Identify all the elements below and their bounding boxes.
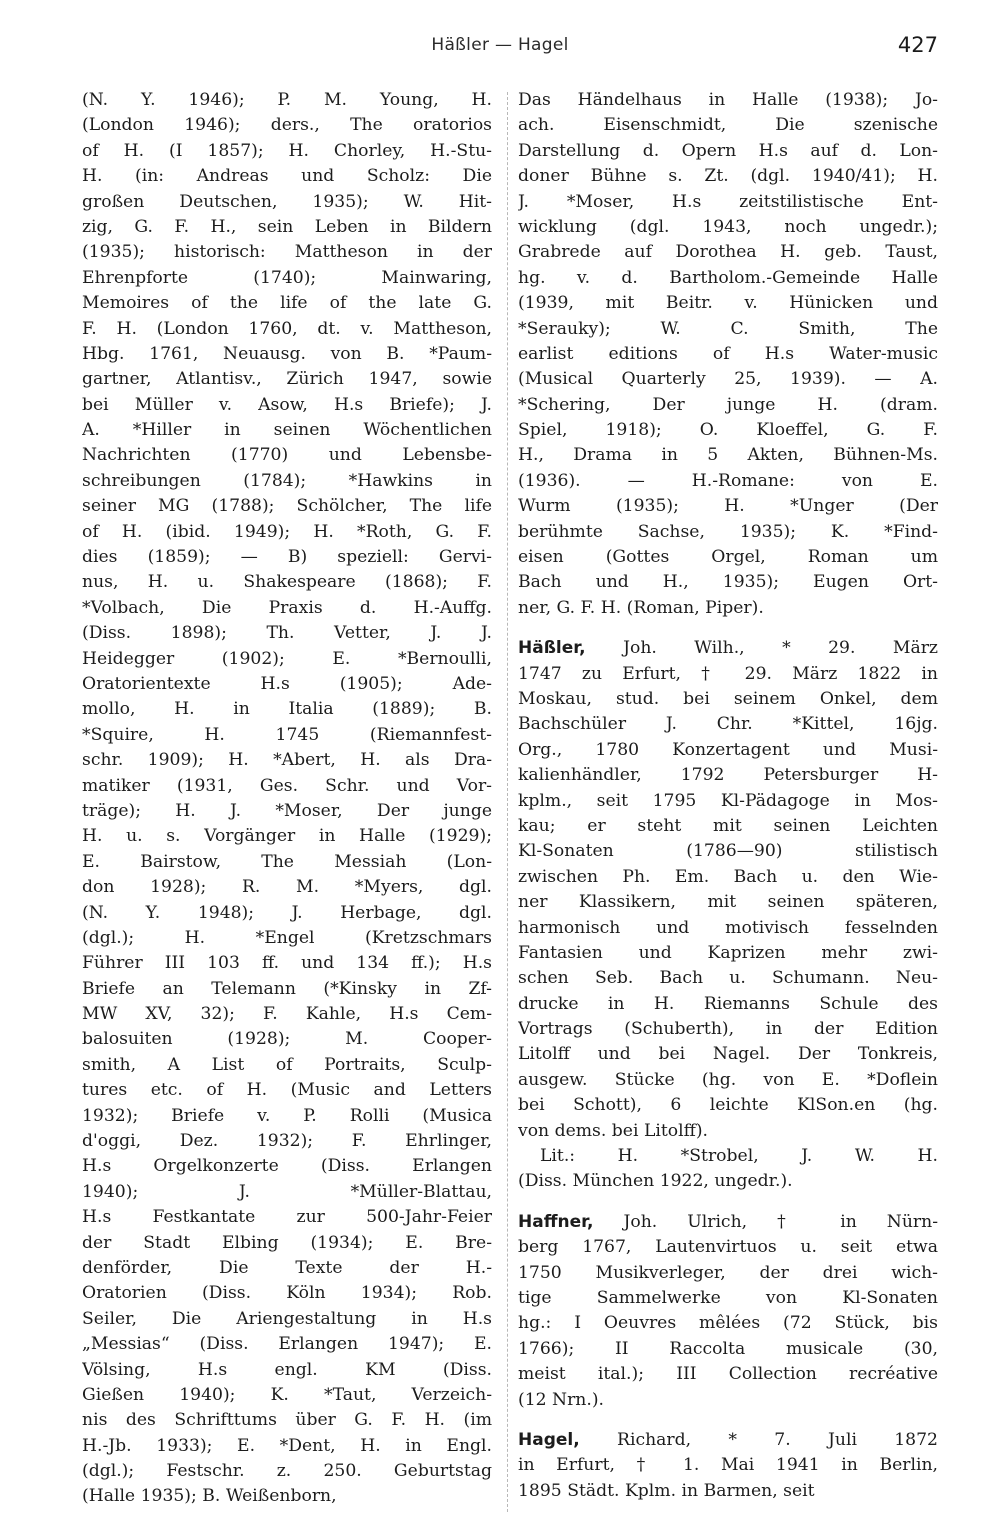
text-line: Hbg. 1761, Neuausg. von B. *Paum-: [82, 343, 492, 364]
text-line: mollo, H. in Italia (1889); B.: [82, 699, 492, 720]
text-line: Litolff und bei Nagel. Der Tonkreis,: [518, 1044, 938, 1065]
column-divider: [507, 92, 508, 1512]
text-line: Das Händelhaus in Halle (1938); Jo-: [518, 90, 938, 110]
text-line: hg. v. d. Bartholom.-Gemeinde Halle: [518, 267, 938, 288]
text-line: ausgew. Stücke (hg. von E. *Doflein: [518, 1069, 938, 1090]
text-line: bei Müller v. Asow, H.s Briefe); J.: [82, 394, 492, 415]
text-line: 1766); II Raccolta musicale (30,: [518, 1338, 938, 1359]
text-line: 1940); J. *Müller-Blattau,: [82, 1181, 492, 1202]
text-line: dies (1859); — B) speziell: Gervi-: [82, 547, 492, 568]
text-line: A. *Hiller in seinen Wöchentlichen: [82, 420, 492, 441]
text-line: Spiel, 1918); O. Kloeffel, G. F.: [518, 420, 938, 441]
text-line: (Halle 1935); B. Weißenborn,: [82, 1486, 337, 1507]
text-line: doner Bühne s. Zt. (dgl. 1940/41); H.: [518, 166, 938, 187]
text-line: (12 Nrn.).: [518, 1389, 604, 1410]
entry-gap: [518, 1195, 938, 1210]
text-line: schen Seb. Bach u. Schumann. Neu-: [518, 968, 938, 989]
text-line: don 1928); R. M. *Myers, dgl.: [82, 877, 492, 898]
text-line: Bach und H., 1935); Eugen Ort-: [518, 572, 938, 593]
entry-hassler: [518, 636, 938, 1195]
text-line: [518, 636, 938, 661]
text-line: eisen (Gottes Orgel, Roman um: [518, 547, 938, 568]
text-line: Heidegger (1902); E. *Bernoulli,: [82, 648, 492, 669]
text-line: tures etc. of H. (Music and Letters: [82, 1080, 492, 1101]
text-line: ach. Eisenschmidt, Die szenische: [518, 115, 938, 136]
text-line: Darstellung d. Opern H.s auf d. Lon-: [518, 140, 938, 161]
text-line: H.-Jb. 1933); E. *Dent, H. in Engl.: [82, 1435, 492, 1456]
text-line: zwischen Ph. Em. Bach u. den Wie-: [518, 866, 938, 887]
text-line: Moskau, stud. bei seinem Onkel, dem: [518, 688, 938, 709]
text-line: [518, 1210, 938, 1235]
text-line: gartner, Atlantisv., Zürich 1947, sowie: [82, 369, 492, 390]
text-line: kplm., seit 1795 Kl-Pädagoge in Mos-: [518, 790, 938, 811]
text-line: 1932); Briefe v. P. Rolli (Musica: [82, 1105, 492, 1126]
text-line: *Volbach, Die Praxis d. H.-Auffg.: [82, 597, 492, 618]
text-line: meist ital.); III Collection recréative: [518, 1364, 938, 1385]
text-line: Briefe an Telemann (*Kinsky in Zf-: [82, 978, 492, 999]
text-line: Kl-Sonaten (1786—90) stilistisch: [518, 841, 938, 862]
entry-line-text: Joh. Wilh., * 29. März: [623, 638, 938, 659]
text-line: (Diss. 1898); Th. Vetter, J. J.: [82, 623, 492, 644]
text-line: bei Schott), 6 leichte KlSon.en (hg.: [518, 1095, 938, 1116]
entry-line-text: Joh. Ulrich, † in Nürn-: [623, 1211, 938, 1232]
text-line: schreibungen (1784); *Hawkins in: [82, 470, 492, 491]
entry-haffner: [518, 1210, 938, 1413]
text-line: ner Klassikern, mit seinen späteren,: [518, 892, 938, 913]
text-line: (N. Y. 1946); P. M. Young, H.: [82, 90, 492, 110]
text-line: seiner MG (1788); Schölcher, The life: [82, 496, 492, 517]
text-line: Führer III 103 ff. und 134 ff.); H.s: [82, 953, 492, 974]
text-line: (1935); historisch: Mattheson in der: [82, 242, 492, 263]
text-line: *Serauky); W. C. Smith, The: [518, 318, 938, 339]
text-line: *Schering, Der junge H. (dram.: [518, 394, 938, 415]
entry-hagel: [518, 1428, 938, 1504]
running-head-title: Häßler — Hagel: [431, 35, 569, 55]
text-line: 1747 zu Erfurt, † 29. März 1822 in: [518, 663, 938, 684]
text-line: ner, G. F. H. (Roman, Piper).: [518, 597, 764, 618]
text-line: Grabrede auf Dorothea H. geb. Taust,: [518, 242, 938, 263]
text-line: zig, G. F. H., sein Leben in Bildern: [82, 216, 492, 237]
text-line: hg.: I Oeuvres mêlées (72 Stück, bis: [518, 1313, 938, 1334]
text-line: tige Sammelwerke von Kl-Sonaten: [518, 1287, 938, 1308]
text-line: Völsing, H.s engl. KM (Diss.: [82, 1359, 492, 1380]
text-line: kau; er steht mit seinen Leichten: [518, 815, 938, 836]
text-line: H. (in: Andreas und Scholz: Die: [82, 166, 492, 187]
text-line: balosuiten (1928); M. Cooper-: [82, 1029, 492, 1050]
text-line: (dgl.); H. *Engel (Kretzschmars: [82, 927, 492, 948]
text-line: F. H. (London 1760, dt. v. Mattheson,: [82, 318, 492, 339]
text-line: Memoires of the life of the late G.: [82, 293, 492, 314]
text-line: in Erfurt, † 1. Mai 1941 in Berlin,: [518, 1455, 938, 1476]
text-line: (1939, mit Beitr. v. Hünicken und: [518, 293, 938, 314]
text-line: H.s Orgelkonzerte (Diss. Erlangen: [82, 1156, 492, 1177]
entry-gap: [518, 621, 938, 636]
entry-line-text: Richard, * 7. Juli 1872: [617, 1429, 938, 1450]
text-line: wicklung (dgl. 1943, noch ungedr.);: [518, 216, 938, 237]
text-line: smith, A List of Portraits, Sculp-: [82, 1054, 492, 1075]
entry-lemma: Haffner,: [518, 1211, 594, 1232]
text-line: matiker (1931, Ges. Schr. und Vor-: [82, 775, 492, 796]
continuation-block: [518, 88, 938, 621]
page-number: 427: [897, 33, 938, 57]
text-line: earlist editions of H.s Water-music: [518, 343, 938, 364]
text-line: Oratorientexte H.s (1905); Ade-: [82, 673, 492, 694]
text-line: Nachrichten (1770) und Lebensbe-: [82, 445, 492, 466]
text-line: nis des Schrifttums über G. F. H. (im: [82, 1410, 492, 1431]
text-line: Ehrenpforte (1740); Mainwaring,: [82, 267, 492, 288]
text-line: Bachschüler J. Chr. *Kittel, 16jg.: [518, 714, 938, 735]
text-line: Oratorien (Diss. Köln 1934); Rob.: [82, 1283, 492, 1304]
text-line: denförder, Die Texte der H.-: [82, 1257, 492, 1278]
text-line: kalienhändler, 1792 Petersburger H-: [518, 765, 938, 786]
text-line: Wurm (1935); H. *Unger (Der: [518, 496, 938, 517]
text-line: H., Drama in 5 Akten, Bühnen-Ms.: [518, 445, 938, 466]
text-line: (N. Y. 1948); J. Herbage, dgl.: [82, 902, 492, 923]
left-column: [82, 88, 492, 1510]
text-line: berg 1767, Lautenvirtuos u. seit etwa: [518, 1237, 938, 1258]
text-line: MW XV, 32); F. Kahle, H.s Cem-: [82, 1004, 492, 1025]
text-line: berühmte Sachse, 1935); K. *Find-: [518, 521, 938, 542]
text-line: *Squire, H. 1745 (Riemannfest-: [82, 724, 492, 745]
text-line: 1750 Musikverleger, der drei wich-: [518, 1262, 938, 1283]
text-line: Gießen 1940); K. *Taut, Verzeich-: [82, 1384, 492, 1405]
text-line: 1895 Städt. Kplm. in Barmen, seit: [518, 1480, 815, 1501]
text-line: (London 1946); ders., The oratorios: [82, 115, 492, 136]
text-line: J. *Moser, H.s zeitstilistische Ent-: [518, 191, 938, 212]
running-head: [0, 35, 1000, 61]
right-column: [518, 88, 938, 1504]
text-line: Fantasien und Kaprizen mehr zwi-: [518, 942, 938, 963]
entry-lemma: Häßler,: [518, 638, 586, 659]
text-line: E. Bairstow, The Messiah (Lon-: [82, 851, 492, 872]
text-line: Lit.: H. *Strobel, J. W. H.: [540, 1146, 938, 1167]
text-line: der Stadt Elbing (1934); E. Bre-: [82, 1232, 492, 1253]
text-line: Org., 1780 Konzertagent und Musi-: [518, 739, 938, 760]
text-line: großen Deutschen, 1935); W. Hit-: [82, 191, 492, 212]
text-line: nus, H. u. Shakespeare (1868); F.: [82, 572, 492, 593]
text-line: harmonisch und motivisch fesselnden: [518, 917, 938, 938]
text-line: Seiler, Die Ariengestaltung in H.s: [82, 1308, 492, 1329]
text-line: [518, 1428, 938, 1453]
text-line: H.s Festkantate zur 500-Jahr-Feier: [82, 1207, 492, 1228]
text-line: d'oggi, Dez. 1932); F. Ehrlinger,: [82, 1131, 492, 1152]
text-line: von dems. bei Litolff).: [518, 1120, 708, 1141]
text-line: of H. (ibid. 1949); H. *Roth, G. F.: [82, 521, 492, 542]
text-line: of H. (I 1857); H. Chorley, H.-Stu-: [82, 140, 492, 161]
text-line: Vortrags (Schuberth), in der Edition: [518, 1019, 938, 1040]
entry-lemma: Hagel,: [518, 1429, 580, 1450]
text-line: (dgl.); Festschr. z. 250. Geburtstag: [82, 1461, 492, 1482]
text-line: (Diss. München 1922, ungedr.).: [518, 1171, 793, 1192]
text-line: (Musical Quarterly 25, 1939). — A.: [518, 369, 938, 390]
text-line: H. u. s. Vorgänger in Halle (1929);: [82, 826, 492, 847]
text-line: „Messias“ (Diss. Erlangen 1947); E.: [82, 1334, 492, 1355]
text-line: träge); H. J. *Moser, Der junge: [82, 800, 492, 821]
text-line: schr. 1909); H. *Abert, H. als Dra-: [82, 750, 492, 771]
entry-gap: [518, 1413, 938, 1428]
text-line: drucke in H. Riemanns Schule des: [518, 993, 938, 1014]
text-line: (1936). — H.-Romane: von E.: [518, 470, 938, 491]
